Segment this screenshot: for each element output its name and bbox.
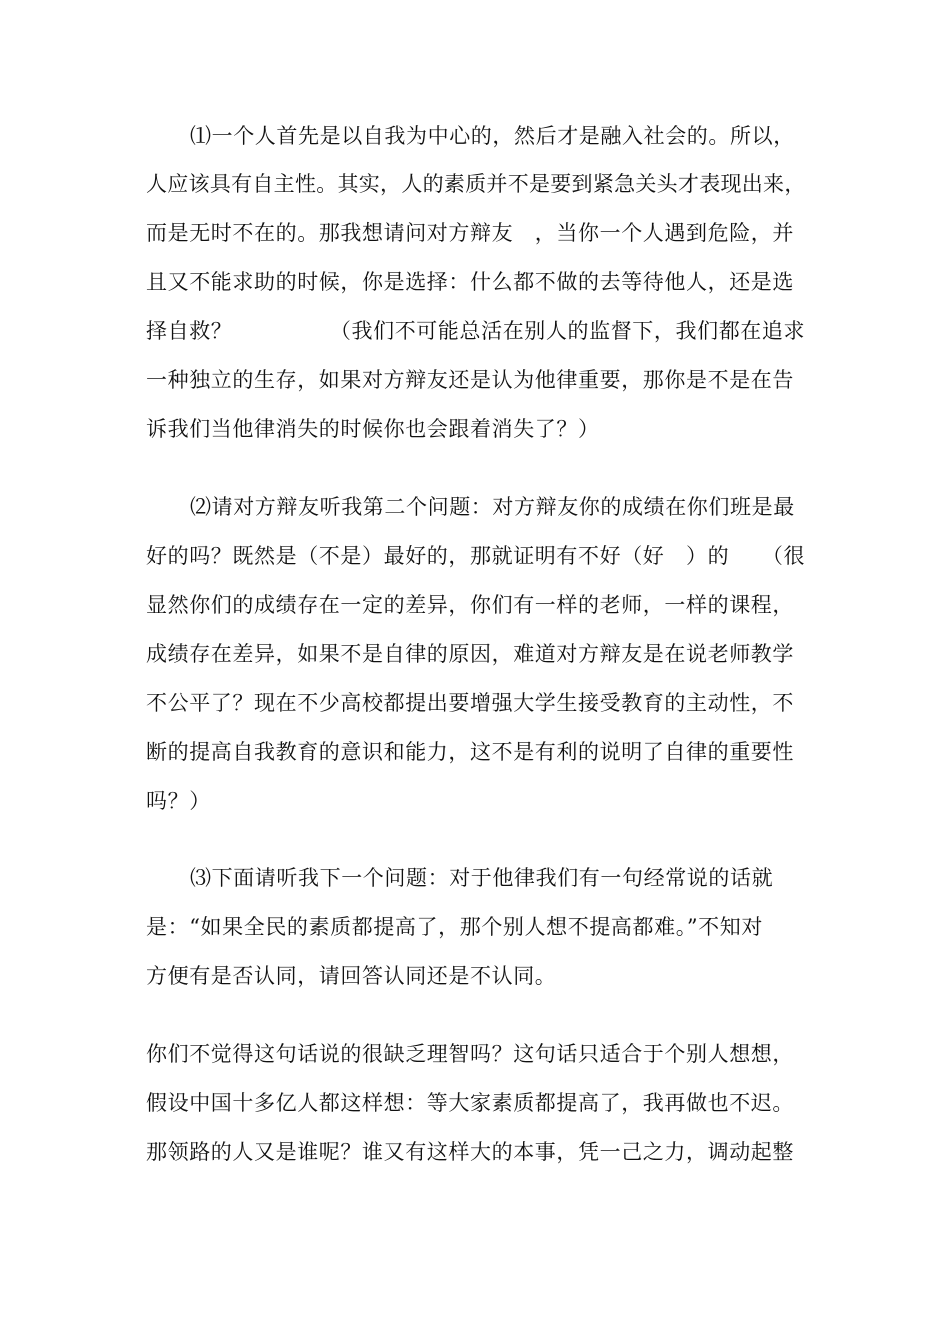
text-line: 显然你们的成绩存在一定的差异，你们有一样的老师，一样的课程， (146, 593, 794, 617)
text-line: 方便有是否认同，请回答认同还是不认同。 (146, 964, 557, 988)
text-line: 好的吗？既然是（不是）最好的，那就证明有不好（好 ）的 （很 (146, 544, 806, 568)
text-line: 吗？） (146, 789, 211, 813)
text-line: ⑴一个人首先是以自我为中心的，然后才是融入社会的。所以， (190, 124, 795, 148)
text-line: 你们不觉得这句话说的很缺乏理智吗？这句话只适合于个别人想想， (146, 1042, 794, 1066)
text-line: 一种独立的生存，如果对方辩友还是认为他律重要，那你是不是在告 (146, 368, 794, 392)
text-line: 且又不能求助的时候，你是选择：什么都不做的去等待他人，还是选 (146, 270, 794, 294)
text-line: 诉我们当他律消失的时候你也会跟着消失了？） (146, 417, 600, 441)
text-line: 假设中国十多亿人都这样想：等大家素质都提高了，我再做也不迟。 (146, 1091, 794, 1115)
text-line: 那领路的人又是谁呢？谁又有这样大的本事，凭一己之力，调动起整 (146, 1140, 794, 1164)
text-line: 而是无时不在的。那我想请问对方辩友 ，当你一个人遇到危险，并 (146, 221, 794, 245)
text-line: 断的提高自我教育的意识和能力，这不是有利的说明了自律的重要性 (146, 740, 794, 764)
text-line: ⑵请对方辩友听我第二个问题：对方辩友你的成绩在你们班是最 (190, 495, 795, 519)
text-line: 人应该具有自主性。其实，人的素质并不是要到紧急关头才表现出来， (146, 172, 806, 196)
text-line: 成绩存在差异，如果不是自律的原因，难道对方辩友是在说老师教学 (146, 642, 794, 666)
text-line: 是：“如果全民的素质都提高了，那个别人想不提高都难。”不知对 (146, 915, 763, 939)
text-line: ⑶下面请听我下一个问题：对于他律我们有一句经常说的话就 (190, 866, 774, 890)
text-line: 择自救？ （我们不可能总活在别人的监督下，我们都在追求 (146, 319, 806, 343)
text-line: 不公平了？现在不少高校都提出要增强大学生接受教育的主动性，不 (146, 691, 794, 715)
